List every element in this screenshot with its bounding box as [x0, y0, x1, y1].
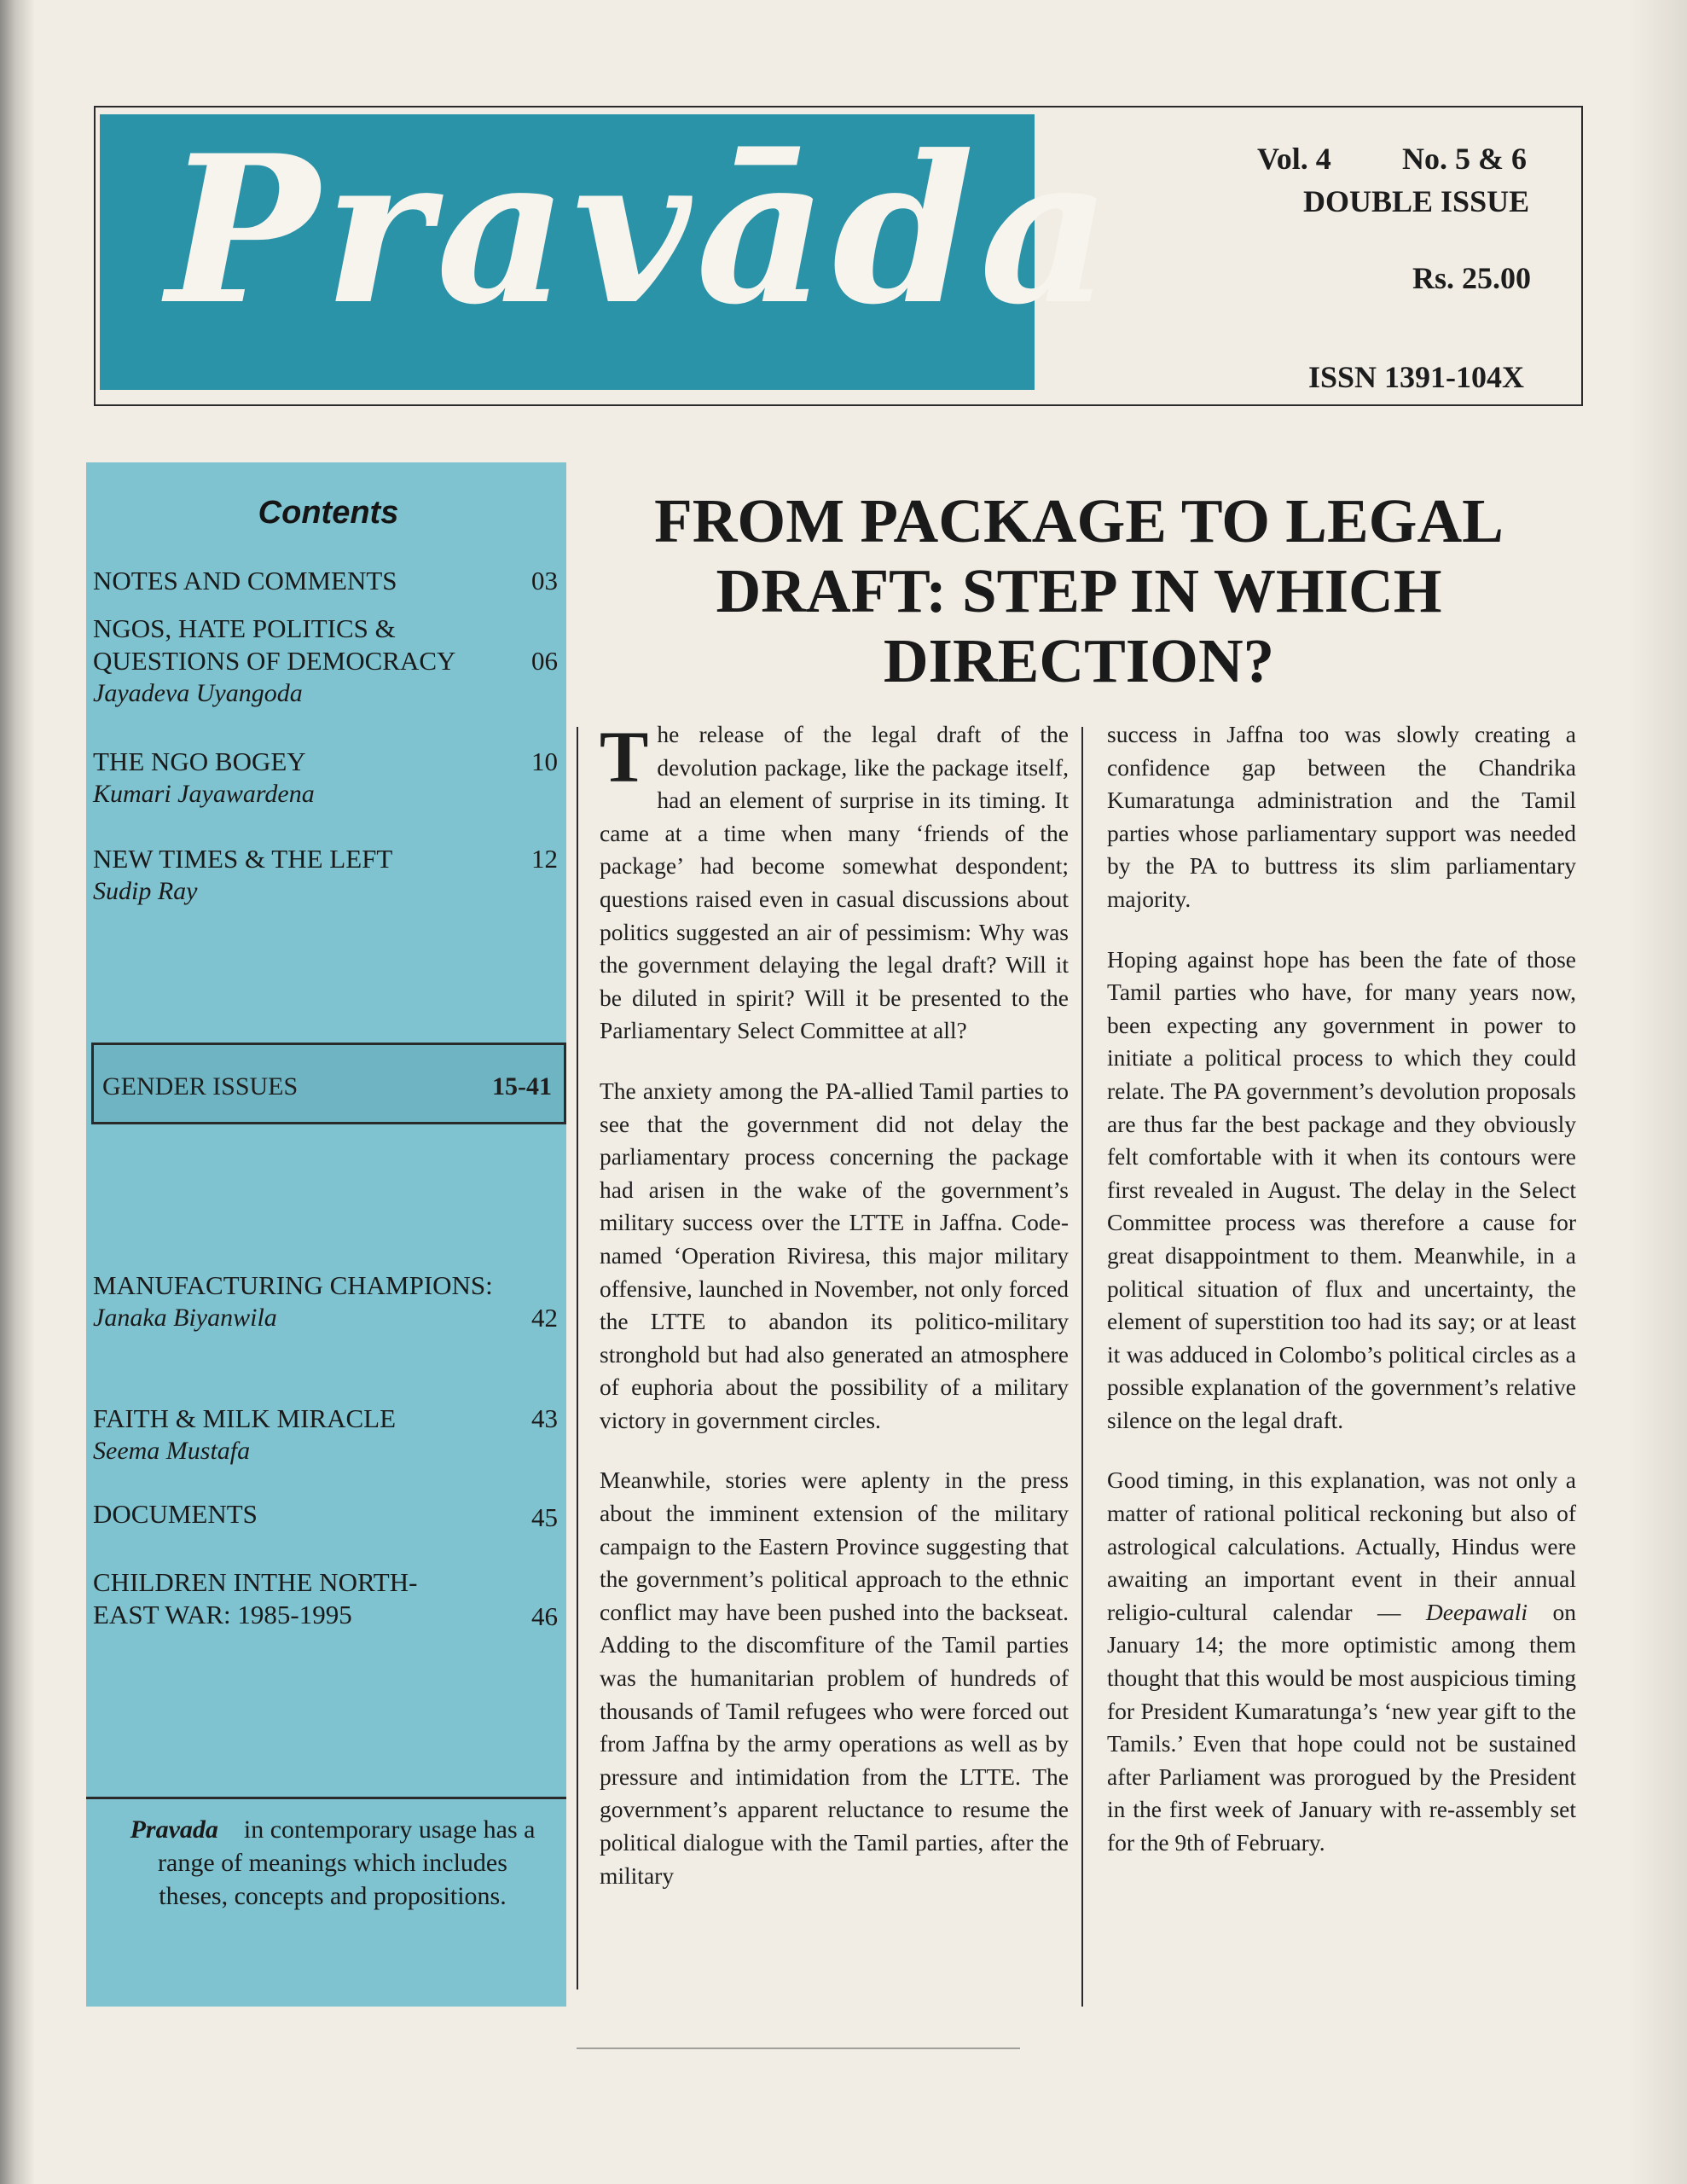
toc-item[interactable]: [93, 746, 566, 810]
toc-item[interactable]: [93, 1566, 566, 1631]
toc-title: FAITH & MILK MIRACLE: [93, 1403, 397, 1433]
toc-item[interactable]: [93, 843, 566, 908]
edition-label: DOUBLE ISSUE: [1303, 184, 1530, 218]
toc-page: 42: [531, 1303, 558, 1333]
toc-item[interactable]: [93, 613, 566, 710]
toc-page: 46: [531, 1601, 558, 1631]
issue-number: No. 5 & 6: [1402, 142, 1527, 176]
volume: Vol. 4: [1257, 142, 1331, 176]
article-headline: FROM PACKAGE TO LEGAL DRAFT: STEP IN WHICH DIRECTION?: [654, 486, 1504, 695]
issn: ISSN 1391-104X: [1308, 360, 1525, 394]
price: Rs. 25.00: [1412, 261, 1532, 295]
masthead: [100, 112, 1116, 390]
article-column-1: [600, 718, 1069, 1920]
toc-author: Janaka Biyanwila: [93, 1304, 277, 1332]
binding-spine: [0, 0, 34, 2184]
toc-item[interactable]: [93, 1269, 566, 1334]
contents-title: Contents: [258, 495, 399, 531]
definition-text: in contemporary usage has a range of meanings which includes theses, concepts and propositions.: [158, 1815, 536, 1910]
toc-title: CHILDREN INTHE NORTH-EAST WAR: 1985-1995: [93, 1567, 418, 1629]
toc-title: GENDER ISSUES: [102, 1072, 299, 1101]
toc-author: Seema Mustafa: [93, 1437, 251, 1465]
page-edge-shadow: [1627, 0, 1687, 2184]
paragraph: The anxiety among the PA-allied Tamil parties to see that the government did not delay the parliamentary process concerning the package had arisen in the wake of the government’s military success over the LTTE in Jaffna. Code-named ‘Operation Riviresa, this major military offensive, launched in November, not only forced the LTTE to abandon its politico-military stronghold but had also generated an atmosphere of euphoria about the possibility of a military victory in government circles.: [600, 1077, 1069, 1433]
definition-term: Pravada: [130, 1815, 218, 1844]
paragraph: Meanwhile, stories were aplenty in the press about the imminent extension of the military campaign to the Eastern Province suggesting that the government’s political approach to the ethnic conflict may have been pushed into the backseat. Adding to the discomfiture of the Tamil parties was the humanitarian problem of hundreds of thousands of Tamil refugees who were forced out from Jaffna by the army operations as well as by pressure and intimidation from the LTTE. The government’s apparent reluctance to resume the political dialogue with the Tamil parties, after the military: [600, 1467, 1069, 1889]
drop-cap: T: [600, 716, 649, 798]
emphasis: Deepawali: [1425, 1598, 1528, 1625]
toc-item[interactable]: [93, 565, 566, 597]
sidebar-divider: [86, 1797, 566, 1799]
toc-page: 15-41: [492, 1072, 552, 1101]
middle-column-rule: [1081, 727, 1083, 2007]
toc-page: 43: [531, 1403, 558, 1433]
paragraph: [600, 718, 1069, 1048]
toc-author: Kumari Jayawardena: [93, 780, 315, 808]
toc-title: MANUFACTURING CHAMPIONS:: [93, 1270, 493, 1300]
article-column-2: [1107, 718, 1576, 1887]
toc-title: NOTES AND COMMENTS: [93, 566, 397, 595]
toc-page: 12: [531, 844, 558, 874]
toc-item[interactable]: [93, 1403, 566, 1467]
paragraph-text: on January 14; the more optimistic among them thought that this would be most auspicious timing for President Kumaratunga’s ‘new year gift to the Tamils.’ Even that hope could not be sustained after Parliament was prorogued by the President in the first week of January with re-assembly set for the 9th of February.: [1107, 1598, 1577, 1856]
toc-page: 10: [531, 746, 558, 776]
toc-title: THE NGO BOGEY: [93, 746, 306, 776]
toc-page: 03: [531, 566, 558, 595]
paragraph-text: he release of the legal draft of the devolution package, like the package itself, had an element of surprise in its timing. It came at a time when many ‘friends of the package’ had become somewhat despondent; questions raised even in casual discussions about politics suggested an air of pessimism: Why was the government delaying the legal draft? Will it be diluted in spirit? Will it be presented to the Parliamentary Select Committee at all?: [600, 721, 1069, 1044]
footer-rule: [577, 2048, 1020, 2049]
toc-title: DOCUMENTS: [93, 1499, 258, 1529]
toc-title: NGOS, HATE POLITICS & QUESTIONS OF DEMOCRACY: [93, 613, 456, 676]
pravada-definition: [128, 1813, 537, 1913]
toc-page: 45: [531, 1502, 558, 1532]
paragraph-text: Good timing, in this explanation, was not only a matter of rational political reckoning but also of astrological calculations. Actually, Hindus were awaiting an important event in their annual religio-cultural calendar —: [1107, 1467, 1576, 1625]
paragraph: Hoping against hope has been the fate of those Tamil parties who have, for many years now, been expecting any government in power to initiate a political process to which they could relate. The PA government’s devolution proposals are thus far the best package and they obviously felt comfortable with it when its contours were first revealed in August. The delay in the Select Committee process was therefore a cause for great disappointment to them. Meanwhile, in a political situation of flux and uncertainty, the element of superstition too had its say; or at least it was adduced in Colombo’s political circles as a possible explanation of the government’s relative silence on the legal draft.: [1107, 945, 1576, 1433]
toc-author: Jayadeva Uyangoda: [93, 679, 303, 707]
paragraph: [1107, 1464, 1576, 1859]
toc-item-gender-issues[interactable]: [91, 1043, 566, 1124]
left-column-rule: [577, 727, 578, 1989]
pravada-logo: Pravāda: [166, 112, 1116, 350]
toc-title: NEW TIMES & THE LEFT: [93, 844, 393, 874]
toc-author: Sudip Ray: [93, 877, 198, 905]
toc-item[interactable]: [93, 1498, 566, 1531]
toc-page: 06: [531, 646, 558, 676]
paragraph: success in Jaffna too was slowly creating a confidence gap between the Chandrika Kumaratunga administration and the Tamil parties whose parliamentary support was needed by the PA to buttress its slim parliamentary majority.: [1107, 721, 1576, 912]
